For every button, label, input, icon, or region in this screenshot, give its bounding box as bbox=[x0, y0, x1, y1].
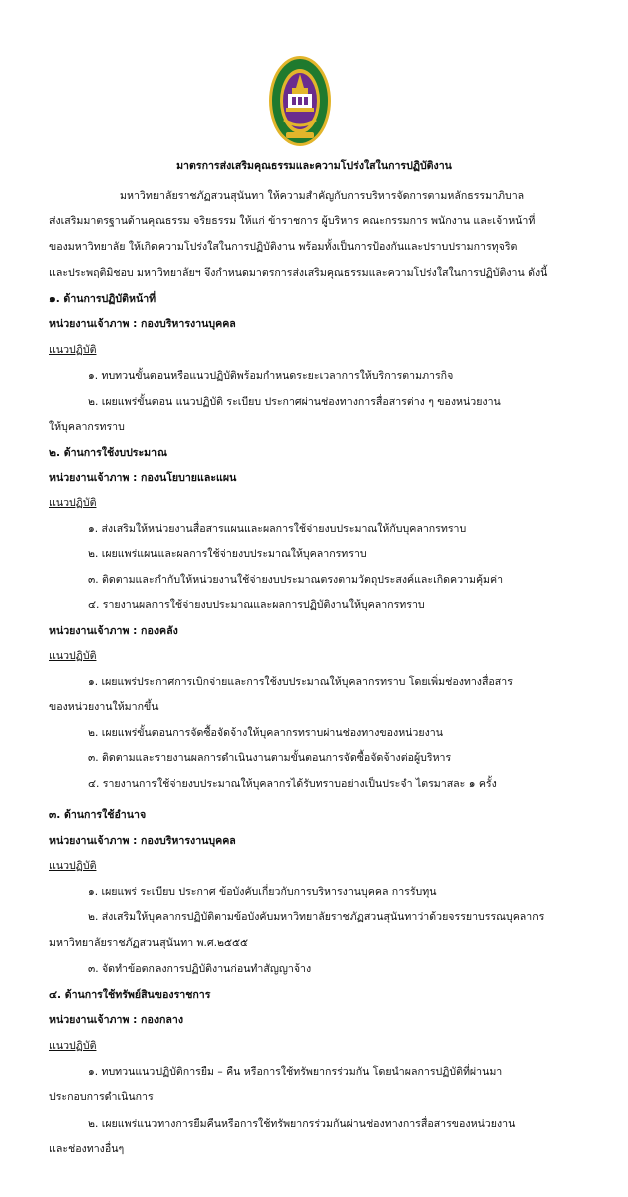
host-unit: หน่วยงานเจ้าภาพ : กองกลาง bbox=[49, 1014, 184, 1026]
practice-item: ๑. ส่งเสริมให้หน่วยงานสื่อสารแผนและผลการใช้จ่ายงบประมาณให้กับบุคลากรทราบ bbox=[88, 523, 467, 535]
intro-line: และประพฤติมิชอบ มหาวิทยาลัยฯ จึงกำหนดมาตรการส่งเสริมคุณธรรมและความโปร่งใสในการปฏิบัติงาน ดังนี้ bbox=[49, 267, 548, 279]
host-unit: หน่วยงานเจ้าภาพ : กองนโยบายและแผน bbox=[49, 472, 237, 484]
practice-label: แนวปฏิบัติ bbox=[49, 650, 97, 662]
practice-item-continuation: ประกอบการดำเนินการ bbox=[49, 1091, 154, 1103]
intro-line: ส่งเสริมมาตรฐานด้านคุณธรรม จริยธรรม ให้แก่ ข้าราชการ ผู้บริหาร คณะกรรมการ พนักงาน และเจ้าหน้าที่ bbox=[49, 215, 536, 227]
practice-item: ๒. เผยแพร่แผนและผลการใช้จ่ายงบประมาณให้บุคลากรทราบ bbox=[88, 548, 367, 560]
university-seal-logo bbox=[268, 54, 332, 148]
section-heading: ๒. ด้านการใช้งบประมาณ bbox=[49, 447, 167, 459]
practice-item: ๒. เผยแพร่ขั้นตอน แนวปฏิบัติ ระเบียบ ประกาศผ่านช่องทางการสื่อสารต่าง ๆ ของหน่วยงาน bbox=[88, 396, 501, 408]
intro-line: มหาวิทยาลัยราชภัฏสวนสุนันทา ให้ความสำคัญกับการบริหารจัดการตามหลักธรรมาภิบาล bbox=[120, 190, 525, 202]
section-heading: ๑. ด้านการปฏิบัติหน้าที่ bbox=[49, 293, 157, 305]
practice-item: ๑. ทบทวนขั้นตอนหรือแนวปฏิบัติพร้อมกำหนดระยะเวลาการให้บริการตามภารกิจ bbox=[88, 370, 454, 382]
practice-label: แนวปฏิบัติ bbox=[49, 497, 97, 509]
practice-label: แนวปฏิบัติ bbox=[49, 1040, 97, 1052]
practice-item: ๑. ทบทวนแนวปฏิบัติการยืม – คืน หรือการใช้ทรัพยากรร่วมกัน โดยนำผลการปฏิบัติที่ผ่านมา bbox=[88, 1066, 503, 1078]
host-unit: หน่วยงานเจ้าภาพ : กองบริหารงานบุคคล bbox=[49, 835, 236, 847]
practice-item: ๑. เผยแพร่ ระเบียบ ประกาศ ข้อบังคับเกี่ยวกับการบริหารงานบุคคล การรับทุน bbox=[88, 886, 437, 898]
practice-item: ๒. เผยแพร่แนวทางการยืมคืนหรือการใช้ทรัพยากรร่วมกันผ่านช่องทางการสื่อสารของหน่วยงาน bbox=[88, 1118, 516, 1130]
intro-line: ของมหาวิทยาลัย ให้เกิดความโปร่งใสในการปฏิบัติงาน พร้อมทั้งเป็นการป้องกันและปราบปรามการทุจริต bbox=[49, 241, 518, 253]
practice-item: ๓. ติดตามและรายงานผลการดำเนินงานตามขั้นตอนการจัดซื้อจัดจ้างต่อผู้บริหาร bbox=[88, 752, 452, 764]
practice-label: แนวปฏิบัติ bbox=[49, 344, 97, 356]
host-unit: หน่วยงานเจ้าภาพ : กองคลัง bbox=[49, 625, 178, 637]
practice-item: ๔. รายงานการใช้จ่ายงบประมาณให้บุคลากรได้รับทราบอย่างเป็นประจำ ไตรมาสละ ๑ ครั้ง bbox=[88, 778, 497, 790]
practice-item: ๒. เผยแพร่ขั้นตอนการจัดซื้อจัดจ้างให้บุคลากรทราบผ่านช่องทางของหน่วยงาน bbox=[88, 727, 443, 739]
practice-item: ๔. รายงานผลการใช้จ่ายงบประมาณและผลการปฏิบัติงานให้บุคลากรทราบ bbox=[88, 599, 425, 611]
practice-item-continuation: มหาวิทยาลัยราชภัฏสวนสุนันทา พ.ศ.๒๕๕๕ bbox=[49, 937, 249, 949]
host-unit: หน่วยงานเจ้าภาพ : กองบริหารงานบุคคล bbox=[49, 318, 236, 330]
practice-item: ๑. เผยแพร่ประกาศการเบิกจ่ายและการใช้งบประมาณให้บุคลากรทราบ โดยเพิ่มช่องทางสื่อสาร bbox=[88, 676, 513, 688]
practice-item-continuation: ของหน่วยงานให้มากขึ้น bbox=[49, 701, 159, 713]
document-title: มาตรการส่งเสริมคุณธรรมและความโปร่งใสในการปฏิบัติงาน bbox=[176, 160, 452, 172]
section-heading: ๔. ด้านการใช้ทรัพย์สินของราชการ bbox=[49, 989, 211, 1001]
section-heading: ๓. ด้านการใช้อำนาจ bbox=[49, 809, 147, 821]
practice-item: ๓. จัดทำข้อตกลงการปฏิบัติงานก่อนทำสัญญาจ้าง bbox=[88, 963, 312, 975]
practice-item-continuation: ให้บุคลากรทราบ bbox=[49, 421, 125, 433]
practice-label: แนวปฏิบัติ bbox=[49, 860, 97, 872]
practice-item: ๓. ติดตามและกำกับให้หน่วยงานใช้จ่ายงบประมาณตรงตามวัตถุประสงค์และเกิดความคุ้มค่า bbox=[88, 574, 504, 586]
practice-item-continuation: และช่องทางอื่นๆ bbox=[49, 1143, 125, 1155]
practice-item: ๒. ส่งเสริมให้บุคลากรปฏิบัติตามข้อบังคับมหาวิทยาลัยราชภัฏสวนสุนันทาว่าด้วยจรรยาบรรณบุคลากร bbox=[88, 911, 545, 923]
